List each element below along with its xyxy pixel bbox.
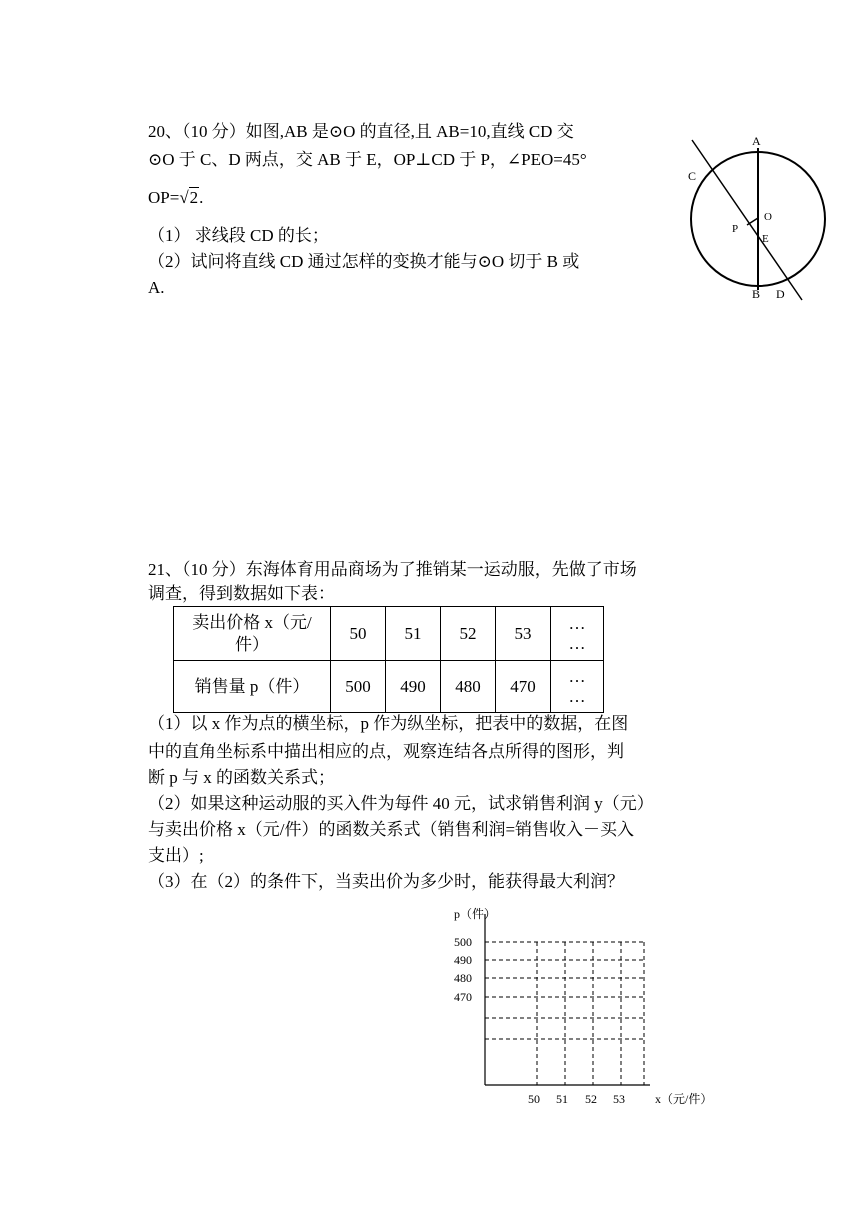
label-e: E — [762, 233, 769, 245]
table-header-sales: 销售量 p（件） — [174, 661, 331, 713]
table-cell: 52 — [441, 607, 496, 661]
q21-part2a: （2）如果这种运动服的买入件为每件 40 元，试求销售利润 y（元） — [148, 794, 654, 813]
table-cell: 500 — [331, 661, 386, 713]
table-header-price — [174, 607, 331, 661]
table-cell: 51 — [386, 607, 441, 661]
label-p: P — [732, 223, 739, 235]
vertical-gridlines — [537, 942, 644, 1085]
line-cd — [692, 140, 802, 300]
y-tick-label: 490 — [454, 953, 472, 967]
q20-op-value: 2 — [189, 188, 199, 207]
data-table — [173, 606, 604, 713]
y-tick-label: 480 — [454, 971, 472, 985]
table-cell: 53 — [496, 607, 551, 661]
q20-line1: 20、（10 分）如图,AB 是⊙O 的直径,且 AB=10,直线 CD 交 — [148, 122, 574, 141]
y-tick-label: 500 — [454, 935, 472, 949]
table-cell: 490 — [386, 661, 441, 713]
label-o: O — [764, 211, 772, 223]
x-tick-label: 51 — [556, 1092, 568, 1106]
q21-part2b: 与卖出价格 x（元/件）的函数关系式（销售利润=销售收入－买入 — [148, 820, 635, 839]
q20-part2b: A. — [148, 278, 165, 297]
q20-part2a: （2）试问将直线 CD 通过怎样的变换才能与⊙O 切于 B 或 — [148, 252, 580, 271]
table-cell: 470 — [496, 661, 551, 713]
sqrt-symbol: √2 — [179, 188, 199, 207]
q21-line1: 21、（10 分）东海体育用品商场为了推销某一运动服，先做了市场 — [148, 560, 637, 579]
x-tick-label: 52 — [585, 1092, 597, 1106]
q20-op-suffix: . — [199, 188, 204, 207]
label-a: A — [752, 134, 761, 148]
q21-part1a: （1）以 x 作为点的横坐标，p 作为纵坐标，把表中的数据，在图 — [148, 714, 629, 733]
q20-part1: （1） 求线段 CD 的长； — [148, 226, 329, 245]
header-price-line1: 卖出价格 x（元/ — [192, 612, 312, 632]
q20-op-line — [148, 186, 203, 210]
label-d: D — [776, 287, 785, 301]
table-row — [174, 661, 604, 713]
q21-part1c: 断 p 与 x 的函数关系式； — [148, 768, 335, 787]
coordinate-grid — [440, 900, 740, 1110]
q21-part1b: 中的直角坐标系中描出相应的点，观察连结各点所得的图形，判 — [148, 742, 624, 761]
table-ellipsis — [551, 607, 604, 661]
q21-line2: 调查，得到数据如下表： — [148, 584, 335, 603]
label-c: C — [688, 169, 697, 183]
ellipsis-top: … — [568, 666, 586, 686]
x-tick-label: 53 — [613, 1092, 625, 1106]
q21-part3: （3）在（2）的条件下，当卖出价为多少时，能获得最大利润？ — [148, 872, 624, 891]
x-tick-label: 50 — [528, 1092, 540, 1106]
circle-figure — [680, 130, 840, 310]
ellipsis-top: … — [568, 613, 586, 633]
table-cell: 480 — [441, 661, 496, 713]
q20-line2: ⊙O 于 C、D 两点，交 AB 于 E，OP⊥CD 于 P，∠PEO=45° — [148, 150, 587, 169]
q20-op-prefix: OP= — [148, 188, 180, 207]
ellipsis-bottom: … — [568, 633, 586, 653]
header-price-line2: 件） — [235, 634, 269, 654]
y-axis-label: p（件） — [454, 907, 497, 921]
label-b: B — [752, 287, 761, 301]
table-ellipsis — [551, 661, 604, 713]
y-tick-label: 470 — [454, 990, 472, 1004]
q21-part2c: 支出）; — [148, 846, 204, 865]
table-row — [174, 607, 604, 661]
ellipsis-bottom: … — [568, 686, 586, 706]
table-cell: 50 — [331, 607, 386, 661]
x-axis-label: x（元/件） — [655, 1092, 713, 1106]
